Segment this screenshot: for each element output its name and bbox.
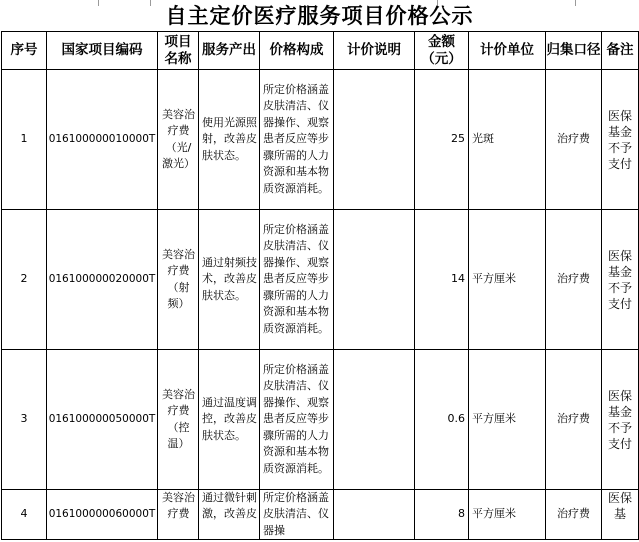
cell-name: 美容治疗费（光/激光） <box>158 70 199 210</box>
header-composition: 价格构成 <box>260 32 334 70</box>
cell-remark: 医保基金不予支付 <box>602 210 639 350</box>
header-unit: 计价单位 <box>469 32 546 70</box>
cell-pricing-note <box>334 350 415 490</box>
cell-remark: 医保基金不予支付 <box>602 350 639 490</box>
cell-composition: 所定价格涵盖皮肤清洁、仪器操作、观察患者反应等步骤所需的人力资源和基本物质资源消耗。 <box>260 350 334 490</box>
price-table <box>1 31 639 540</box>
cell-amount: 0.6 <box>415 350 469 490</box>
header-output: 服务产出 <box>199 32 260 70</box>
header-row <box>2 32 639 70</box>
cell-remark: 医保基 <box>602 490 639 540</box>
page-title: 自主定价医疗服务项目价格公示 <box>165 3 474 28</box>
cell-unit: 光斑 <box>469 70 546 210</box>
cell-name: 美容治疗费（射频） <box>158 210 199 350</box>
cell-seq: 2 <box>2 210 47 350</box>
cell-output: 通过微针刺激，改善皮 <box>199 490 260 540</box>
cell-name: 美容治疗费（控温） <box>158 350 199 490</box>
header-pricing-note: 计价说明 <box>334 32 415 70</box>
cell-code: 016100000010000T <box>47 70 158 210</box>
cell-pricing-note <box>334 210 415 350</box>
cell-unit: 平方厘米 <box>469 350 546 490</box>
header-category: 归集口径 <box>546 32 602 70</box>
table-row <box>2 70 639 210</box>
cell-amount: 25 <box>415 70 469 210</box>
header-name: 项目名称 <box>158 32 199 70</box>
cell-amount: 8 <box>415 490 469 540</box>
cell-pricing-note <box>334 490 415 540</box>
cell-composition: 所定价格涵盖皮肤清洁、仪器操作、观察患者反应等步骤所需的人力资源和基本物质资源消耗。 <box>260 210 334 350</box>
header-remark: 备注 <box>602 32 639 70</box>
cell-seq: 3 <box>2 350 47 490</box>
header-amount: 金额（元） <box>415 32 469 70</box>
table-row <box>2 210 639 350</box>
cell-output: 使用光源照射，改善皮肤状态。 <box>199 70 260 210</box>
cell-amount: 14 <box>415 210 469 350</box>
cell-unit: 平方厘米 <box>469 490 546 540</box>
cell-code: 016100000050000T <box>47 350 158 490</box>
table-row <box>2 490 639 540</box>
cell-category: 治疗费 <box>546 210 602 350</box>
cell-category: 治疗费 <box>546 490 602 540</box>
cell-seq: 1 <box>2 70 47 210</box>
cell-code: 016100000020000T <box>47 210 158 350</box>
cell-remark: 医保基金不予支付 <box>602 70 639 210</box>
cell-name: 美容治疗费 <box>158 490 199 540</box>
cell-code: 016100000060000T <box>47 490 158 540</box>
table-row <box>2 350 639 490</box>
cell-output: 通过温度调控，改善皮肤状态。 <box>199 350 260 490</box>
cell-output: 通过射频技术，改善皮肤状态。 <box>199 210 260 350</box>
cell-category: 治疗费 <box>546 350 602 490</box>
header-seq: 序号 <box>2 32 47 70</box>
cell-unit: 平方厘米 <box>469 210 546 350</box>
header-code: 国家项目编码 <box>47 32 158 70</box>
cell-composition: 所定价格涵盖皮肤清洁、仪器操 <box>260 490 334 540</box>
cell-composition: 所定价格涵盖皮肤清洁、仪器操作、观察患者反应等步骤所需的人力资源和基本物质资源消耗。 <box>260 70 334 210</box>
cell-seq: 4 <box>2 490 47 540</box>
cell-category: 治疗费 <box>546 70 602 210</box>
cell-pricing-note <box>334 70 415 210</box>
